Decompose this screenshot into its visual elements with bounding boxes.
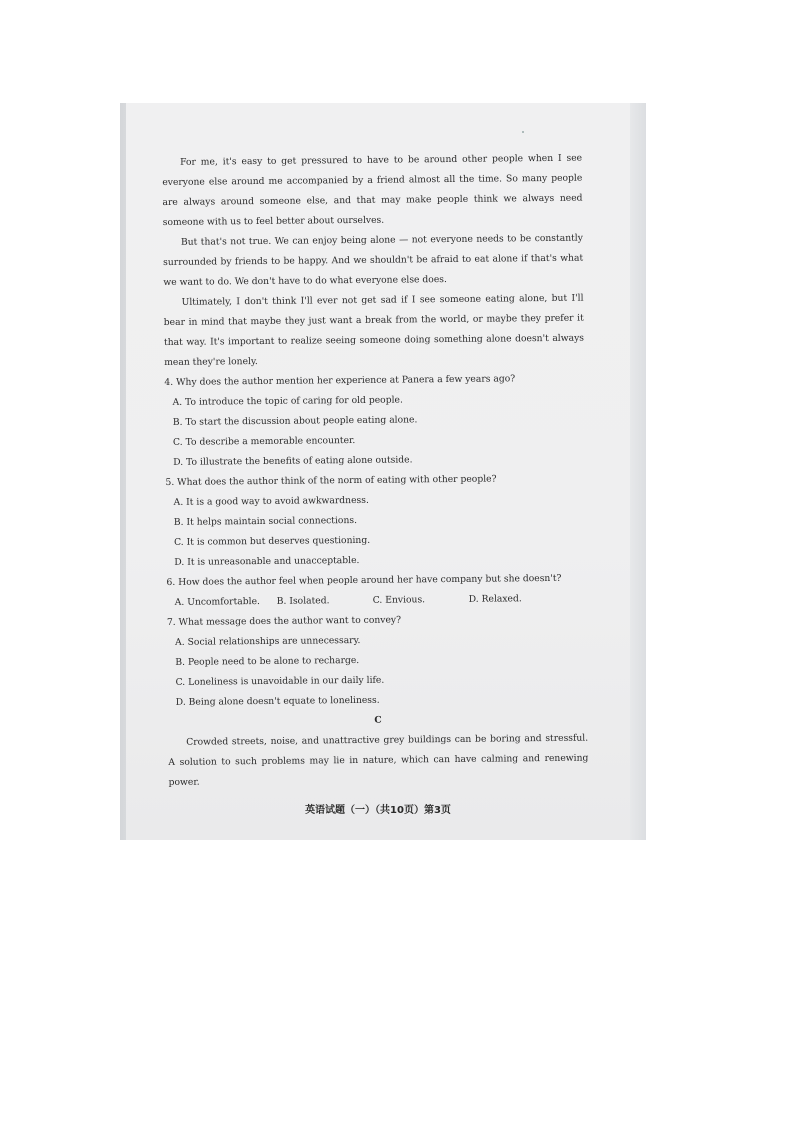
question-7-option-b: B. People need to be alone to recharge. — [175, 654, 360, 668]
section-c-paragraph-text: Crowded streets, noise, and unattractive grey buildings can be boring and stressful. A solution to such problems may lie in nature, which can have calming and renewing power. — [168, 732, 589, 788]
question-7-stem: 7. What message does the author want to convey? — [166, 614, 402, 628]
question-7-option-d: D. Being alone doesn't equate to loneliness. — [175, 694, 380, 708]
section-c-paragraph — [168, 729, 589, 793]
question-5-option-a: A. It is a good way to avoid awkwardness. — [173, 494, 369, 508]
passage-paragraph-2 — [163, 229, 584, 293]
paper-speck — [522, 131, 524, 133]
passage-paragraph-text: For me, it's easy to get pressured to have to be around other people when I see everyone else around me accompanied by a friend almost all the time. So many people are always around someone else, and that may make people think we always need someone with us to feel better about ourselves. — [162, 152, 583, 228]
page-footer: 英语试题（一）（共10页）第3页 — [305, 805, 451, 816]
question-6-option-c: C. Envious. — [372, 594, 426, 606]
question-6-option-a: A. Uncomfortable. — [174, 595, 260, 608]
passage-paragraph-1 — [162, 149, 583, 233]
section-c-heading: C — [374, 714, 382, 726]
question-7-option-c: C. Loneliness is unavoidable in our daily life. — [175, 674, 385, 688]
page-content — [162, 149, 589, 793]
question-4-option-c: C. To describe a memorable encounter. — [172, 434, 356, 448]
passage-paragraph-text: Ultimately, I don't think I'll ever not get sad if I see someone eating alone, but I'll bear in mind that maybe they just want a break from the world, or maybe they prefer it that way. It's important to realize seeing someone doing something alone doesn't always mean they're lonely. — [163, 292, 585, 368]
question-4-option-d: D. To illustrate the benefits of eating alone outside. — [173, 454, 413, 468]
question-4-stem: 4. Why does the author mention her experience at Panera a few years ago? — [164, 373, 516, 388]
question-6-option-d: D. Relaxed. — [468, 593, 522, 605]
question-6-stem: 6. How does the author feel when people around her have company but she doesn't? — [166, 572, 562, 588]
paper-edge-shadow — [630, 103, 646, 840]
question-4-option-b: B. To start the discussion about people eating alone. — [172, 414, 418, 428]
question-7-option-a: A. Social relationships are unnecessary. — [175, 634, 361, 648]
exam-paper — [126, 103, 630, 840]
passage-paragraph-3 — [163, 289, 584, 373]
question-5-stem: 5. What does the author think of the norm of eating with other people? — [165, 473, 497, 488]
question-6-option-b: B. Isolated. — [276, 595, 330, 607]
question-5-option-d: D. It is unreasonable and unacceptable. — [174, 554, 360, 568]
question-5-option-b: B. It helps maintain social connections. — [173, 514, 358, 528]
passage-paragraph-text: But that's not true. We can enjoy being alone — not everyone needs to be constantly surrounded by friends to be happy. And we shouldn't be afraid to eat alone if that's what we want to do. We don't have to do what everyone else does. — [163, 232, 584, 288]
photo-of-exam-page — [120, 103, 646, 840]
question-4-option-a: A. To introduce the topic of caring for old people. — [172, 394, 403, 408]
question-5-option-c: C. It is common but deserves questioning. — [174, 534, 371, 548]
